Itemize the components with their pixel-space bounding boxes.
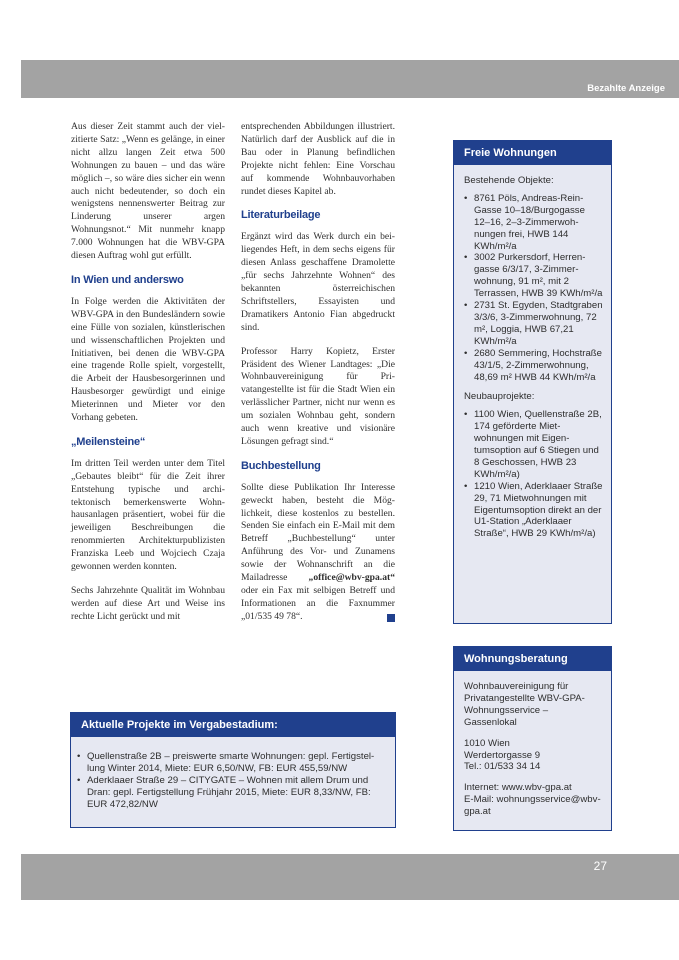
section-heading: Buchbestellung (241, 459, 321, 472)
freie-wohnungen-box (453, 140, 612, 624)
header-bar (21, 60, 679, 98)
website-link[interactable]: Internet: www.wbv-gpa.at (464, 782, 572, 794)
phone: Tel.: 01/533 34 14 (464, 761, 541, 773)
box-title: Freie Wohnungen (454, 141, 611, 165)
list-item: • 1100 Wien, Quellenstraße 2B, 174 geförderte Mietwohnungen mit Eigentumsoption auf 6 Stiegen und 8 Geschossen, HWB 23 KWh/m²/a) (464, 409, 603, 480)
footer-bar (21, 854, 679, 900)
list-item: • Quellenstraße 2B – preiswerte smarte Wohnungen: gepl. Fertigstellung Winter 2014, Miete: EUR 6,50/NW, FB: EUR 455,59/NW (77, 751, 385, 775)
order-text: oder ein Fax mit selbigen Betreff und Informationen an die Faxnummer „01/535 49 78“. (241, 585, 395, 622)
projects-list (77, 751, 385, 811)
email-link[interactable]: „office@wbv-gpa.at“ (308, 572, 395, 584)
section-heading: In Wien und anderswo (71, 273, 184, 286)
address-line: 1010 Wien (464, 737, 510, 749)
box-title: Wohnungsberatung (454, 647, 611, 671)
page-number: 27 (593, 859, 607, 873)
subheading: Neubauprojekte: (464, 391, 535, 403)
list-item: • 3002 Purkersdorf, Herrengasse 6/3/17, 3-Zimmerwohnung, 91 m², mit 2 Terrassen, HWB 39 KWh/m²/a (464, 252, 603, 300)
list-item: • 2731 St. Egyden, Stadtgraben 3/3/6, 3-Zimmerwohnung, 72 m², Loggia, HWB 67,21 KWh/m²/a (464, 300, 603, 348)
paragraph: Sechs Jahrzehnte Qualität im Wohnbau werden auf diese Art und Weise ins rechte Licht gerückt und mit (71, 585, 225, 622)
list-item: • 8761 Pöls, Andreas-Rein-Gasse 10–18/Burgogasse 12–16, 2–3-Zimmerwohnungen frei, HWB 144 KWh/m²/a (464, 193, 603, 253)
section-heading: Literaturbeilage (241, 209, 321, 222)
article-column-2 (241, 121, 395, 635)
order-text: Sollte diese Publikation Ihr Interesse geweckt haben, besteht die Möglichkeit, diese kostenlos zu bestellen. Senden Sie einfach ein E-Mail mit dem Betreff „Buchbestellung“ unter Anführung des Vor- und Zunamens sowie der Wohnanschrift an die Mailadresse (241, 481, 395, 584)
box-title: Aktuelle Projekte im Vergabestadium: (71, 713, 395, 737)
new-projects-list (464, 409, 603, 540)
contact (464, 782, 603, 818)
organization: Wohnbauvereinigung für Privatangestellte WBV-GPA-Wohnungsservice – Gassenlokal (464, 681, 585, 728)
address-line: Werdertorgasse 9 (464, 749, 541, 761)
article-column-1 (71, 121, 225, 635)
existing-objects-list (464, 193, 603, 384)
list-item: • 2680 Semmering, Hochstraße 43/1/5, 2-Zimmerwohnung, 48,69 m² HWB 44 KWh/m²/a (464, 348, 603, 384)
paragraph: In Folge werden die Aktivitäten der WBV-GPA in den Bundesländern sowie eine Fülle von sozialen, künstlerischen und wissenschaftlichen Projekten und Initiativen, bei denen die WBV-GPA eine tragende Rolle spielt, vorgestellt, die Arbeit der Hausbesorgerinnen und Hausbesorger gewürdigt und einige Mieterinnen und Mieter vor den Vorhang gebeten. (71, 295, 225, 424)
paid-ad-label: Bezahlte Anzeige (587, 83, 665, 94)
section-heading: „Meilensteine“ (71, 435, 146, 448)
list-item: • Aderklaaer Straße 29 – CITYGATE – Wohnen mit allem Drum und Dran: gepl. Fertigstellung Frühjahr 2015, Miete: EUR 8,33/NW, FB: EUR 472,82/NW (77, 775, 385, 811)
email-link[interactable]: E-Mail: wohnungsservice@wbv-gpa.at (464, 794, 601, 818)
paragraph: Im dritten Teil werden unter dem Titel „Gebautes bleibt“ für die Zeit ihrer Entstehung typische und architektonisch bemerkenswerte Wohnhausanlagen präsentiert, wobei für die jeweiligen Beschreibungen die renommierten Architekturpublizisten Franziska Leeb und Wojciech Czaja gewonnen werden konnten. (71, 457, 225, 573)
paragraph: entsprechenden Abbildungen illustriert. Natürlich darf der Ausblick auf die in Bau oder in Planung befindlichen Projekte nicht fehlen: Eine Vorschau auf kommende Wohnbauvorhaben rundet dieses Kapitel ab. (241, 121, 395, 197)
list-item: • 1210 Wien, Aderklaaer Straße 29, 71 Mietwohnungen mit Eigentumsoption direkt an der U1-Station „Aderklaaer Straße“, HWB 29 KWh/m²/a) (464, 481, 603, 541)
paragraph: Aus dieser Zeit stammt auch der vielzitierte Satz: „Wenn es gelänge, in einer nicht allzu langen Zeit etwa 500 Wohnungen zu bauen – und das wäre möglich –, so wäre dies sicher ein wenn auch nicht bedeutender, so doch ein wenigstens nennenswerter Beitrag zur Linderung unserer argen Wohnungsnot.“ Mit nunmehr knapp 7.000 Wohnungen hat die WBV-GPA diesen Auftrag wohl gut erfüllt. (71, 121, 225, 262)
address (464, 738, 603, 774)
paragraph: Ergänzt wird das Werk durch ein beiliegendes Heft, in dem sechs eigens für diesen Anlass geschaffene Dramolette „für sechs Jahrzehnte Wohnen“ des bekannten österreichischen Schriftstellers, Essayisten und Dramatikers Antonio Fian abgedruckt sind. (241, 231, 395, 333)
paragraph: Professor Harry Kopietz, Erster Präsident des Wiener Landtages: „Die Wohnbauvereinigung für Privatangestellte ist für die Stadt Wien ein verlässlicher Partner, nicht nur wenn es um sozialen Wohnbau geht, sondern auch wenn kreative und visionäre Lösungen gefragt sind.“ (241, 345, 395, 447)
subheading: Bestehende Objekte: (464, 175, 554, 186)
wohnungsberatung-box (453, 646, 612, 831)
end-mark-icon (387, 614, 395, 622)
order-paragraph (241, 482, 395, 624)
aktuelle-projekte-box (70, 712, 396, 828)
